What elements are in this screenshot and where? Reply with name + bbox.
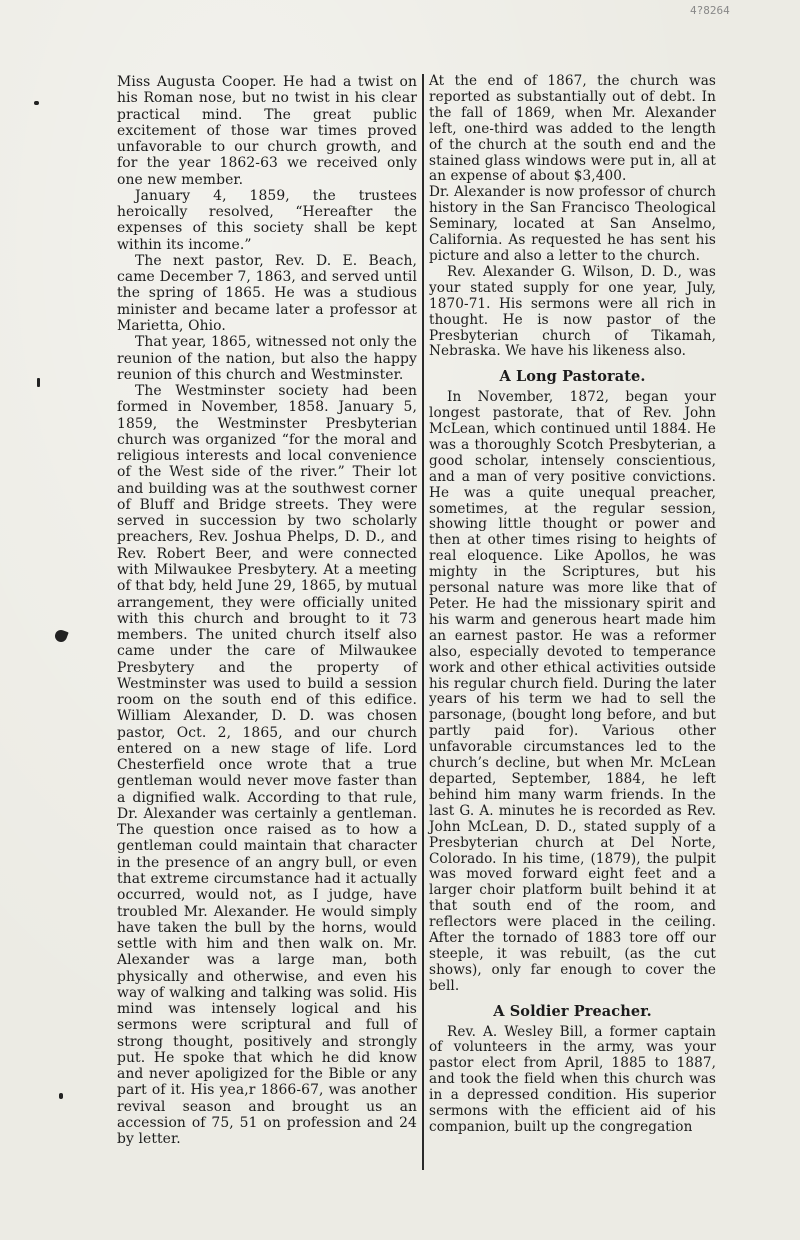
section-heading: A Long Pastorate.	[499, 368, 646, 386]
column-divider	[422, 74, 424, 1170]
paragraph: At the end of 1867, the church was reported as substantially out of debt. In the fall of 1869, when Mr. Alexander left, one-third was added to the length of the church at the south end and the stained glass windows were put in, all at an expense of about $3,400.	[429, 73, 716, 185]
paragraph: In November, 1872, began your longest pastorate, that of Rev. John McLean, which continued until 1884. He was a thoroughly Scotch Presbyterian, a good scholar, intensely conscientious, and a man of very positive convictions. He was a quite unequal preacher, sometimes, at the regular session, showing little thought or power and then at other times rising to heights of real eloquence. Like Apollos, he was mighty in the Scriptures, but his personal nature was more like that of Peter. He had the missionary spirit and his warm and generous heart made him an earnest pastor. He was a reformer also, especially devoted to temperance work and other ethical activities outside his regular church field. During the later years of his term we had to sell the parsonage, (bought long before, and but partly paid for). Various other unfavorable circumstances led to the church’s decline, but when Mr. McLean departed, September, 1884, he left behind him many warm friends. In the last G. A. minutes he is recorded as Rev. John McLean, D. D., stated supply of a Presbyterian church at Del Norte, Colorado. In his time, (1879), the pulpit was moved forward eight feet and a larger choir platform built behind it at that south end of the room, and reflectors were placed in the ceiling. After the tornado of 1883 tore off our steeple, it was rebuilt, (as the cut shows), only far enough to cover the bell.	[429, 389, 716, 994]
left-text-column	[117, 74, 417, 1148]
paragraph: Dr. Alexander is now professor of church history in the San Francisco Theological Seminary, located at San Anselmo, California. As requested he has sent his picture and also a letter to the church.	[429, 184, 716, 264]
paragraph: That year, 1865, witnessed not only the reunion of the nation, but also the happy reunion of this church and Westminster.	[117, 334, 417, 383]
paragraph: Miss Augusta Cooper. He had a twist on his Roman nose, but no twist in his clear practical mind. The great public excitement of those war times proved unfavorable to our church growth, and for the year 1862-63 we received only one new member.	[117, 74, 417, 188]
paragraph: The Westminster society had been formed in November, 1858. January 5, 1859, the Westminster Presbyterian church was organized “for the moral and religious interests and local convenience of the West side of the river.” Their lot and building was at the southwest corner of Bluff and Bridge streets. They were served in succession by two scholarly preachers, Rev. Joshua Phelps, D. D., and Rev. Robert Beer, and were connected with Milwaukee Presbytery. At a meeting of that bdy, held June 29, 1865, by mutual arrangement, they were officially united with this church and brought to it 73 members. The united church itself also came under the care of Milwaukee Presbytery and the property of Westminster was used to build a session room on the south end of this edifice. William Alexander, D. D. was chosen pastor, Oct. 2, 1865, and our church entered on a new stage of life. Lord Chesterfield once wrote that a true gentleman would never move faster than a dignified walk. According to that rule, Dr. Alexander was certainly a gentleman. The question once raised as to how a gentleman could maintain that character in the presence of an angry bull, or even that extreme circumstance had it actually occurred, would not, as I judge, have troubled Mr. Alexander. He would simply have taken the bull by the horns, would settle with him and then walk on. Mr. Alexander was a large man, both physically and otherwise, and even his way of walking and talking was solid. His mind was intensely logical and his sermons were scriptural and full of strong thought, positively and strongly put. He spoke that which he did know and never apoligized for the Bible or any part of it. His yea,r 1866-67, was another revival season and brought us an accession of 75, 51 on profession and 24 by letter.	[117, 383, 417, 1148]
paragraph: The next pastor, Rev. D. E. Beach, came December 7, 1863, and served until the spring of 1865. He was a studious minister and became later a professor at Marietta, Ohio.	[117, 252, 417, 334]
section-heading: A Soldier Preacher.	[493, 1002, 652, 1020]
margin-mark	[37, 378, 40, 387]
paragraph: Rev. A. Wesley Bill, a former captain of volunteers in the army, was your pastor elect from April, 1885 to 1887, and took the field when this church was in a depressed condition. His superior sermons with the efficient aid of his companion, built up the congregation	[429, 1023, 716, 1135]
right-text-column	[429, 74, 716, 1136]
paragraph: Rev. Alexander G. Wilson, D. D., was your stated supply for one year, July, 1870-71. His sermons were all rich in thought. He is now pastor of the Presbyterian church of Tikamah, Nebraska. We have his likeness also.	[429, 263, 716, 360]
margin-mark	[34, 101, 39, 105]
margin-mark	[59, 1093, 63, 1099]
margin-pencil-note: 4?8264	[690, 4, 730, 17]
paragraph: January 4, 1859, the trustees heroically resolved, “Hereafter the expenses of this society shall be kept within its income.”	[117, 187, 417, 253]
